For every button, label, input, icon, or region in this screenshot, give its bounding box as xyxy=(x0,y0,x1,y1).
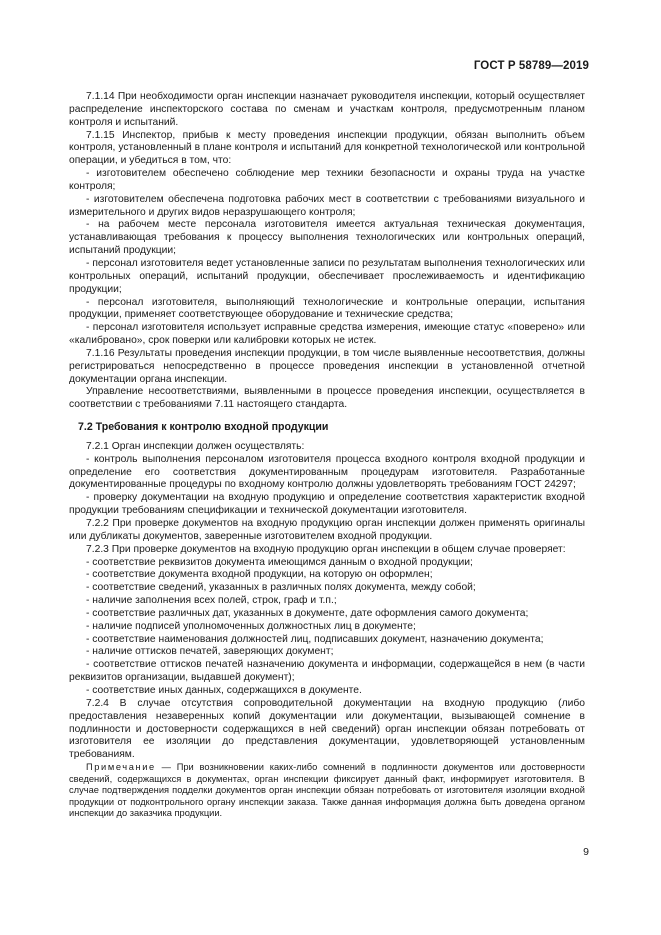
page-number: 9 xyxy=(583,846,589,858)
list-item: - соответствие документа входной продукции, на которую он оформлен; xyxy=(86,569,433,581)
paragraph: Управление несоответствиями, выявленными в процессе проведения инспекции, осуществляется в соответствии с требованиями 7.11 настоящего стандарта. xyxy=(69,386,585,411)
page-body xyxy=(69,91,585,820)
list-item: - на рабочем месте персонала изготовителя имеется актуальная техническая документация, устанавливающая требования к процессу выполнения технологических или контрольных операций, испытаний продукции; xyxy=(69,219,585,257)
list-item: - соответствие различных дат, указанных в документе, дате оформления самого документа; xyxy=(86,607,529,619)
list-item: - наличие заполнения всех полей, строк, граф и т.п.; xyxy=(86,595,337,607)
list-item: - соответствие наименования должностей лиц, подписавших документ, назначению документа; xyxy=(86,633,544,645)
paragraph: 7.1.14 При необходимости орган инспекции назначает руководителя инспекции, который осуществляет распределение инспекторского состава по сменам и участкам контроля, предусмотренным планом контроля и испытаний. xyxy=(69,91,585,128)
list-item: - соответствие сведений, указанных в различных полях документа, между собой; xyxy=(86,582,476,594)
list-item: - соответствие оттисков печатей назначению документа и информации, содержащейся в нем (в части реквизитов организации, выдавшей документ); xyxy=(69,659,585,684)
note-text: — При возникновении каких-либо сомнений в подлинности документов или достоверности сведений, содержащихся в документах, орган инспекции фиксирует данный факт, информирует изготовителя. В случае подтверждения подделки документов орган инспекции обязан потребовать от изготовителя изоляции входной продукции от подконтрольного органу инспекции заказа. Также данная информация должна быть доведена органом инспекции до заказчика продукции. xyxy=(69,762,585,819)
list-item: - персонал изготовителя использует исправные средства измерения, имеющие статус «поверено» или «калибровано», срок поверки или калибровки которых не истек. xyxy=(69,322,585,347)
paragraph: 7.1.15 Инспектор, прибыв к месту проведения инспекции продукции, обязан выполнить объем контроля, установленный в плане контроля и испытаний для конкретной технологической или контрольной операции, и убедиться в том, что: xyxy=(69,129,585,167)
list-item: - персонал изготовителя, выполняющий технологические и контрольные операции, испытания продукции, применяет соответствующее оборудование и технические средства; xyxy=(69,296,585,321)
list-item: - проверку документации на входную продукцию и определение соответствия характеристик входной продукции требованиям спецификации и технической документации изготовителя. xyxy=(69,492,585,517)
list-item: - изготовителем обеспечена подготовка рабочих мест в соответствии с требованиями визуального и измерительного и других видов неразрушающего контроля; xyxy=(69,193,585,218)
list-item: - изготовителем обеспечено соблюдение мер техники безопасности и охраны труда на участке контроля; xyxy=(69,168,585,192)
clause-7-2-block xyxy=(69,441,585,762)
paragraph: 7.1.16 Результаты проведения инспекции продукции, в том числе выявленные несоответствия, должны регистрироваться непосредственно в процессе проведения инспекции в установленной отчетной документации органа инспекции. xyxy=(69,347,585,385)
clause-7-1-block xyxy=(69,91,585,412)
list-item: - наличие оттисков печатей, заверяющих документ; xyxy=(86,646,334,658)
section-heading: 7.2 Требования к контролю входной продукции xyxy=(78,421,329,434)
paragraph: 7.2.4 В случае отсутствия сопроводительной документации на входную продукцию (либо предоставления незаверенных копий документации или документации, вызывающей сомнение в подлинности и достоверности содержащихся в ней сведений) орган инспекции обязан потребовать от изготовителя ее изоляции до представления документации, удовлетворяющей установленным требованиям. xyxy=(69,697,585,761)
note xyxy=(69,762,585,820)
list-item: - соответствие иных данных, содержащихся в документе. xyxy=(86,684,362,696)
paragraph: 7.2.2 При проверке документов на входную продукцию орган инспекции должен применять оригиналы или дубликаты документов, заверенные изготовителем входной продукции. xyxy=(69,518,585,542)
list-item: - контроль выполнения персоналом изготовителя процесса входного контроля входной продукции и определение его соответствия документированным процедурам изготовителя. Разработанные документированные процедуры по входному контролю должны удовлетворять требованиям ГОСТ 24297; xyxy=(69,453,585,491)
standard-designation: ГОСТ Р 58789—2019 xyxy=(473,60,589,72)
list-item: - соответствие реквизитов документа имеющимся данным о входной продукции; xyxy=(86,556,473,568)
paragraph: 7.2.3 При проверке документов на входную продукцию орган инспекции в общем случае проверяет: xyxy=(86,543,566,555)
paragraph: 7.2.1 Орган инспекции должен осуществлять: xyxy=(86,440,305,452)
list-item: - наличие подписей уполномоченных должностных лиц в документе; xyxy=(86,620,416,632)
note-label: Примечание xyxy=(86,762,156,773)
list-item: - персонал изготовителя ведет установленные записи по результатам выполнения технологических или контрольных операций, испытаний продукции, обеспечивает прослеживаемость и идентификацию продукции; xyxy=(69,257,585,295)
